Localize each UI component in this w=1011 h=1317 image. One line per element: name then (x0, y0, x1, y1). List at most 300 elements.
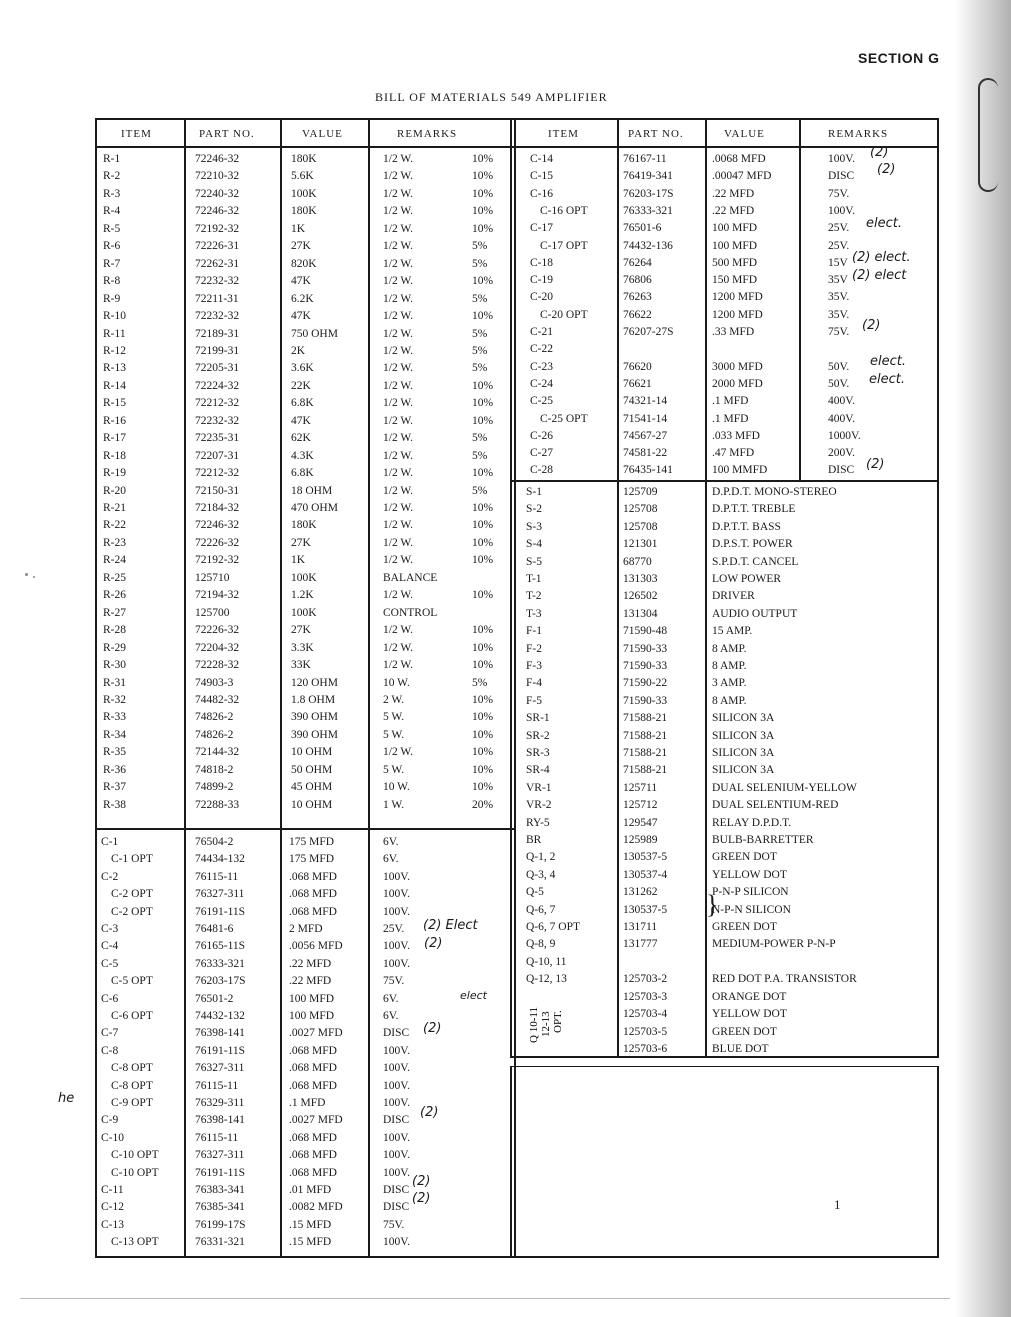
item-cell: C-3 (101, 923, 119, 935)
part-no-cell: 76203-17S (195, 975, 246, 988)
remarks-cell: 75V. (828, 326, 850, 338)
value-cell: .068 MFD (289, 1044, 337, 1057)
description-cell: DUAL SELENTIUM-RED (712, 799, 839, 812)
description-cell: D.P.T.T. TREBLE (712, 503, 796, 516)
description-cell: D.P.S.T. POWER (712, 538, 793, 551)
resistor-row (97, 746, 514, 763)
remarks-cell: 1/2 W. (383, 310, 414, 323)
part-row (512, 799, 937, 816)
item-cell: R-3 (103, 187, 121, 200)
capacitor-row (97, 836, 514, 853)
part-row (512, 521, 937, 538)
tolerance-cell: 10% (472, 222, 494, 235)
value-cell: .1 MFD (289, 1097, 326, 1109)
item-cell: R-4 (103, 205, 121, 218)
item-cell: Q-5 (526, 886, 544, 899)
remarks-cell: 1/2 W. (383, 362, 414, 375)
handwritten-note: (2) elect (852, 268, 907, 283)
remarks-cell: 1/2 W. (383, 467, 414, 480)
remarks-cell: 1/2 W. (383, 624, 414, 637)
part-no-cell: 72204-32 (195, 641, 240, 654)
tolerance-cell: 10% (472, 589, 494, 602)
item-cell: R-15 (103, 397, 126, 410)
part-no-cell: 76481-6 (195, 923, 234, 935)
remarks-cell: 1/2 W. (383, 187, 414, 200)
value-cell: 10 OHM (291, 746, 333, 759)
capacitor-row (97, 1201, 514, 1218)
capacitor-row (97, 958, 514, 975)
part-no-cell: 71588-21 (623, 729, 668, 742)
item-cell: R-38 (103, 798, 126, 811)
item-cell: R-17 (103, 432, 126, 445)
item-cell: C-2 OPT (111, 888, 153, 901)
item-cell: C-9 (101, 1114, 119, 1127)
description-cell: LOW POWER (712, 573, 782, 585)
part-row (512, 817, 937, 834)
handwritten-note: (2) (423, 1021, 442, 1036)
value-cell: 1K (291, 554, 306, 567)
part-no-cell: 76622 (623, 308, 652, 321)
description-cell: YELLOW DOT (712, 1008, 787, 1021)
part-no-cell: 76435-141 (623, 464, 673, 477)
remarks-cell: 75V. (383, 1218, 405, 1231)
part-no-cell: 126502 (623, 590, 658, 603)
remarks-cell: 5 W. (383, 711, 405, 724)
handwritten-note: elect. (870, 354, 906, 369)
part-row (512, 886, 937, 903)
value-cell: 4.3K (291, 449, 314, 462)
tolerance-cell: 10% (472, 502, 494, 514)
value-cell: .15 MFD (289, 1218, 332, 1231)
tolerance-cell: 5% (472, 676, 488, 689)
handwritten-note: elect (460, 989, 487, 1002)
part-row (512, 921, 937, 938)
part-no-cell: 74432-132 (195, 1010, 245, 1022)
capacitor-row (97, 1010, 514, 1027)
value-cell: .00047 MFD (712, 170, 772, 183)
item-cell: C-28 (530, 464, 553, 477)
value-cell: .068 MFD (289, 888, 337, 901)
resistor-row (97, 188, 514, 205)
remarks-cell: 100V. (383, 1079, 410, 1092)
item-cell: C-5 (101, 957, 119, 970)
q-opt-label-svg (525, 985, 565, 1045)
q-opt-line1: Q 10-11 (528, 1007, 540, 1043)
document-title: BILL OF MATERIALS 549 AMPLIFIER (375, 90, 608, 104)
tolerance-cell: 5% (472, 449, 488, 462)
resistor-row (97, 258, 514, 275)
part-no-cell: 74321-14 (623, 395, 668, 408)
resistor-row (97, 781, 514, 798)
item-cell: SR-3 (526, 747, 550, 759)
scan-speck (25, 573, 28, 576)
remarks-cell: 35V. (828, 291, 850, 304)
part-no-cell: 72288-33 (195, 798, 240, 811)
value-cell: 100K (291, 187, 317, 200)
tolerance-cell: 5% (472, 257, 488, 270)
item-cell: C-25 OPT (540, 412, 588, 425)
item-cell: C-12 (101, 1201, 124, 1214)
value-cell: .22 MFD (712, 204, 755, 217)
capacitor-row (97, 993, 514, 1010)
item-cell: C-7 (101, 1027, 119, 1040)
remarks-cell: 1/2 W. (383, 379, 414, 392)
part-no-cell: 72207-31 (195, 449, 240, 462)
part-no-cell: 72226-32 (195, 536, 240, 549)
item-cell: R-28 (103, 624, 126, 637)
part-no-cell: 72189-31 (195, 327, 240, 340)
handwritten-note: (2) Elect (423, 918, 478, 933)
item-cell: F-5 (526, 694, 542, 707)
value-cell: 62K (291, 432, 311, 445)
remarks-cell: 1/2 W. (383, 205, 414, 218)
item-cell: R-16 (103, 414, 126, 427)
remarks-cell: 1/2 W. (383, 414, 414, 427)
value-cell: 100 MMFD (712, 464, 768, 477)
resistor-row (97, 362, 514, 379)
resistor-row (97, 450, 514, 467)
tolerance-cell: 10% (472, 746, 494, 759)
item-cell: R-10 (103, 310, 126, 323)
part-no-cell: 74567-27 (623, 429, 668, 442)
remarks-cell: 1/2 W. (383, 449, 414, 462)
item-cell: R-22 (103, 519, 126, 532)
part-no-cell: 76620 (623, 360, 652, 373)
part-no-cell: 76115-11 (195, 870, 239, 883)
remarks-cell: 100V. (383, 940, 410, 953)
description-cell: 8 AMP. (712, 660, 747, 672)
part-row (512, 764, 937, 781)
remarks-cell: 200V. (828, 447, 855, 460)
value-cell: 5.6K (291, 170, 314, 183)
item-cell: F-3 (526, 660, 542, 672)
item-cell: R-34 (103, 728, 126, 741)
tolerance-cell: 10% (472, 187, 494, 200)
part-no-cell: 72210-32 (195, 170, 240, 183)
part-no-cell: 71588-21 (623, 747, 668, 759)
value-cell: 47K (291, 310, 311, 323)
remarks-cell: DISC (383, 1184, 410, 1196)
remarks-cell: 1/2 W. (383, 589, 414, 602)
resistor-row (97, 729, 514, 746)
part-no-cell: 74432-136 (623, 239, 673, 252)
tolerance-cell: 10% (472, 170, 494, 183)
remarks-cell: DISC (828, 170, 855, 183)
capacitor-row (97, 1184, 514, 1201)
value-cell: 470 OHM (291, 502, 338, 514)
remarks-cell: 400V. (828, 412, 855, 425)
part-no-cell: 125703-4 (623, 1008, 668, 1021)
q-opt-line3: OPT. (552, 1010, 564, 1033)
resistor-row (97, 572, 514, 589)
remarks-cell: 400V. (828, 395, 855, 408)
item-cell: C-18 (530, 256, 553, 269)
item-cell: S-1 (526, 486, 542, 498)
remarks-cell: 75V. (383, 975, 405, 988)
part-no-cell: 76327-311 (195, 1062, 245, 1075)
item-cell: C-8 (101, 1044, 119, 1057)
value-cell: .068 MFD (289, 870, 337, 883)
remarks-cell: 1/2 W. (383, 397, 414, 410)
capacitor-row (512, 188, 937, 205)
part-no-cell: 71590-22 (623, 677, 668, 690)
part-no-cell: 72226-31 (195, 240, 240, 253)
item-cell: F-4 (526, 677, 542, 690)
resistor-row (97, 205, 514, 222)
remarks-cell: CONTROL (383, 606, 438, 619)
part-row (512, 869, 937, 886)
item-cell: S-3 (526, 520, 542, 533)
description-cell: RELAY D.P.D.T. (712, 816, 792, 829)
item-cell: C-21 (530, 326, 553, 338)
remarks-cell: 100V. (828, 204, 855, 217)
description-cell: MEDIUM-POWER P-N-P (712, 938, 836, 951)
item-cell: SR-1 (526, 712, 550, 725)
remarks-cell: 50V. (828, 360, 850, 373)
capacitor-row (512, 170, 937, 187)
value-cell: 500 MFD (712, 256, 758, 269)
part-row (512, 851, 937, 868)
part-no-cell: 130537-5 (623, 851, 668, 864)
resistor-row (97, 485, 514, 502)
group-divider (97, 828, 514, 830)
item-cell: R-2 (103, 170, 121, 183)
handwritten-note: (2) (866, 457, 885, 472)
handwritten-note: (2) (862, 318, 881, 333)
item-cell: R-29 (103, 641, 126, 654)
value-cell: 50 OHM (291, 763, 333, 776)
part-row (512, 677, 937, 694)
part-no-cell: 72192-32 (195, 222, 240, 235)
value-cell: .068 MFD (289, 1166, 337, 1179)
remarks-cell: 10 W. (383, 676, 410, 689)
scan-speck (33, 576, 35, 578)
tolerance-cell: 5% (472, 240, 488, 253)
remarks-cell: 6V. (383, 836, 399, 848)
tolerance-cell: 10% (472, 414, 494, 427)
header-item: ITEM (121, 128, 152, 140)
part-no-cell: 76398-141 (195, 1114, 245, 1127)
item-cell: C-9 OPT (111, 1097, 153, 1109)
value-cell: .0082 MFD (289, 1201, 343, 1214)
value-cell: 2000 MFD (712, 377, 763, 390)
part-no-cell: 71590-48 (623, 625, 668, 638)
part-no-cell: 72235-31 (195, 432, 240, 445)
header-remarks: REMARKS (828, 128, 889, 140)
item-cell: C-10 OPT (111, 1149, 159, 1162)
item-cell: R-9 (103, 292, 121, 305)
part-no-cell: 125711 (623, 781, 658, 794)
item-cell: R-6 (103, 240, 121, 253)
value-cell: 820K (291, 257, 317, 270)
value-cell: .0027 MFD (289, 1027, 343, 1040)
description-cell: GREEN DOT (712, 921, 777, 933)
remarks-cell: 6V. (383, 853, 399, 866)
resistor-row (97, 607, 514, 624)
description-cell: SILICON 3A (712, 747, 775, 759)
remarks-cell: DISC (828, 464, 855, 477)
part-row (512, 956, 937, 973)
handwritten-note: (2) (877, 162, 896, 177)
capacitor-row (97, 1045, 514, 1062)
tolerance-cell: 10% (472, 624, 494, 637)
part-no-cell: 76207-27S (623, 326, 674, 338)
part-no-cell: 125712 (623, 799, 658, 812)
tolerance-cell: 10% (472, 379, 494, 392)
item-cell: R-32 (103, 693, 126, 706)
value-cell: 22K (291, 379, 311, 392)
item-cell: S-2 (526, 503, 542, 516)
resistor-row (97, 275, 514, 292)
value-cell: 1200 MFD (712, 291, 763, 304)
part-no-cell: 125989 (623, 834, 658, 846)
value-cell: 100 MFD (712, 222, 758, 235)
part-no-cell: 74826-2 (195, 728, 234, 741)
remarks-cell: 1/2 W. (383, 292, 414, 305)
value-cell: .068 MFD (289, 1079, 337, 1092)
resistor-row (97, 694, 514, 711)
item-cell: Q-6, 7 (526, 903, 556, 916)
item-cell: C-23 (530, 360, 553, 373)
resistor-row (97, 223, 514, 240)
value-cell: 100 MFD (712, 239, 758, 252)
header-divider (97, 146, 514, 148)
description-cell: D.P.D.T. MONO-STEREO (712, 486, 837, 498)
item-cell: C-16 (530, 187, 553, 200)
resistor-row (97, 799, 514, 816)
item-cell: C-13 (101, 1218, 124, 1231)
remarks-cell: 1/2 W. (383, 327, 414, 340)
item-cell: SR-4 (526, 764, 550, 777)
description-cell: 3 AMP. (712, 677, 747, 690)
item-cell: R-35 (103, 746, 126, 759)
remarks-cell: 15V (828, 256, 848, 269)
part-no-cell: 71541-14 (623, 412, 668, 425)
item-cell: C-10 (101, 1131, 124, 1144)
remarks-cell: 35V. (828, 308, 850, 321)
tolerance-cell: 10% (472, 519, 494, 532)
item-cell: C-2 OPT (111, 905, 153, 918)
remarks-cell: 1/2 W. (383, 344, 414, 357)
part-row (512, 590, 937, 607)
value-cell: .068 MFD (289, 1062, 337, 1075)
value-cell: .068 MFD (289, 1149, 337, 1162)
item-cell: Q-8, 9 (526, 938, 556, 951)
remarks-cell: DISC (383, 1201, 410, 1214)
q-opt-label (525, 985, 565, 1045)
part-no-cell: 72212-32 (195, 397, 240, 410)
remarks-cell: 100V. (383, 957, 410, 970)
item-cell: S-4 (526, 538, 542, 551)
part-row (512, 938, 937, 955)
capacitor-row (512, 413, 937, 430)
section-label: SECTION G (858, 50, 940, 66)
tolerance-cell: 10% (472, 659, 494, 672)
item-cell: C-15 (530, 170, 553, 183)
resistor-row (97, 170, 514, 187)
part-no-cell: 72226-32 (195, 624, 240, 637)
item-cell: R-11 (103, 327, 126, 340)
item-cell: C-5 OPT (111, 975, 153, 988)
capacitor-row (512, 430, 937, 447)
part-no-cell: 76167-11 (623, 153, 667, 165)
item-cell: R-36 (103, 763, 126, 776)
item-cell: R-20 (103, 484, 126, 497)
value-cell: 18 OHM (291, 484, 333, 497)
resistor-row (97, 467, 514, 484)
item-cell: C-8 OPT (111, 1079, 153, 1092)
part-no-cell: 76333-321 (195, 957, 245, 970)
value-cell: 100K (291, 606, 317, 619)
item-cell: R-13 (103, 362, 126, 375)
value-cell: 2K (291, 344, 306, 357)
part-row (512, 643, 937, 660)
resistor-row (97, 589, 514, 606)
description-cell: YELLOW DOT (712, 868, 787, 881)
resistor-row (97, 554, 514, 571)
header-value: VALUE (302, 128, 343, 140)
part-no-cell: 76383-341 (195, 1184, 245, 1196)
part-no-cell: 72144-32 (195, 746, 240, 759)
part-no-cell: 74903-3 (195, 676, 234, 689)
remarks-cell: 1/2 W. (383, 484, 414, 497)
part-no-cell: 72228-32 (195, 659, 240, 672)
tolerance-cell: 5% (472, 344, 488, 357)
part-no-cell: 125708 (623, 520, 658, 533)
part-no-cell: 76115-11 (195, 1131, 239, 1144)
item-cell: R-12 (103, 344, 126, 357)
remarks-cell: 25V. (828, 239, 850, 252)
remarks-cell: 100V. (383, 1166, 410, 1179)
description-cell: SILICON 3A (712, 712, 775, 725)
value-cell: 47K (291, 414, 311, 427)
value-cell: 1.8 OHM (291, 693, 336, 706)
part-no-cell: 74581-22 (623, 447, 668, 460)
remarks-cell: 100V. (383, 888, 410, 901)
handwritten-note: (2) (870, 145, 889, 160)
description-cell: ORANGE DOT (712, 991, 787, 1003)
description-cell: DUAL SELENIUM-YELLOW (712, 781, 857, 794)
tolerance-cell: 10% (472, 205, 494, 218)
remarks-cell: 1 W. (383, 798, 405, 811)
item-cell: C-19 (530, 274, 553, 287)
capacitor-row (97, 1149, 514, 1166)
part-no-cell: 72205-31 (195, 362, 240, 375)
part-row (512, 608, 937, 625)
item-cell: R-21 (103, 502, 126, 514)
item-cell: R-27 (103, 606, 126, 619)
value-cell: 100 MFD (289, 1010, 335, 1022)
part-no-cell: 129547 (623, 816, 658, 829)
part-no-cell: 74818-2 (195, 763, 234, 776)
item-cell: R-31 (103, 676, 126, 689)
value-cell: 100 MFD (289, 992, 335, 1005)
value-cell: .0027 MFD (289, 1114, 343, 1127)
part-no-cell: 72246-32 (195, 153, 240, 165)
item-cell: Q-12, 13 (526, 973, 567, 986)
q-opt-line2: 12-13 (540, 1011, 552, 1037)
remarks-cell: 5 W. (383, 728, 405, 741)
item-cell: R-8 (103, 275, 121, 288)
description-cell: N-P-N SILICON (712, 903, 791, 916)
value-cell: 3000 MFD (712, 360, 763, 373)
remarks-cell: BALANCE (383, 571, 438, 584)
capacitor-row (97, 1132, 514, 1149)
remarks-cell: 1/2 W. (383, 222, 414, 235)
value-cell: .22 MFD (289, 957, 332, 970)
part-no-cell: 68770 (623, 555, 652, 568)
value-cell: .47 MFD (712, 447, 755, 460)
